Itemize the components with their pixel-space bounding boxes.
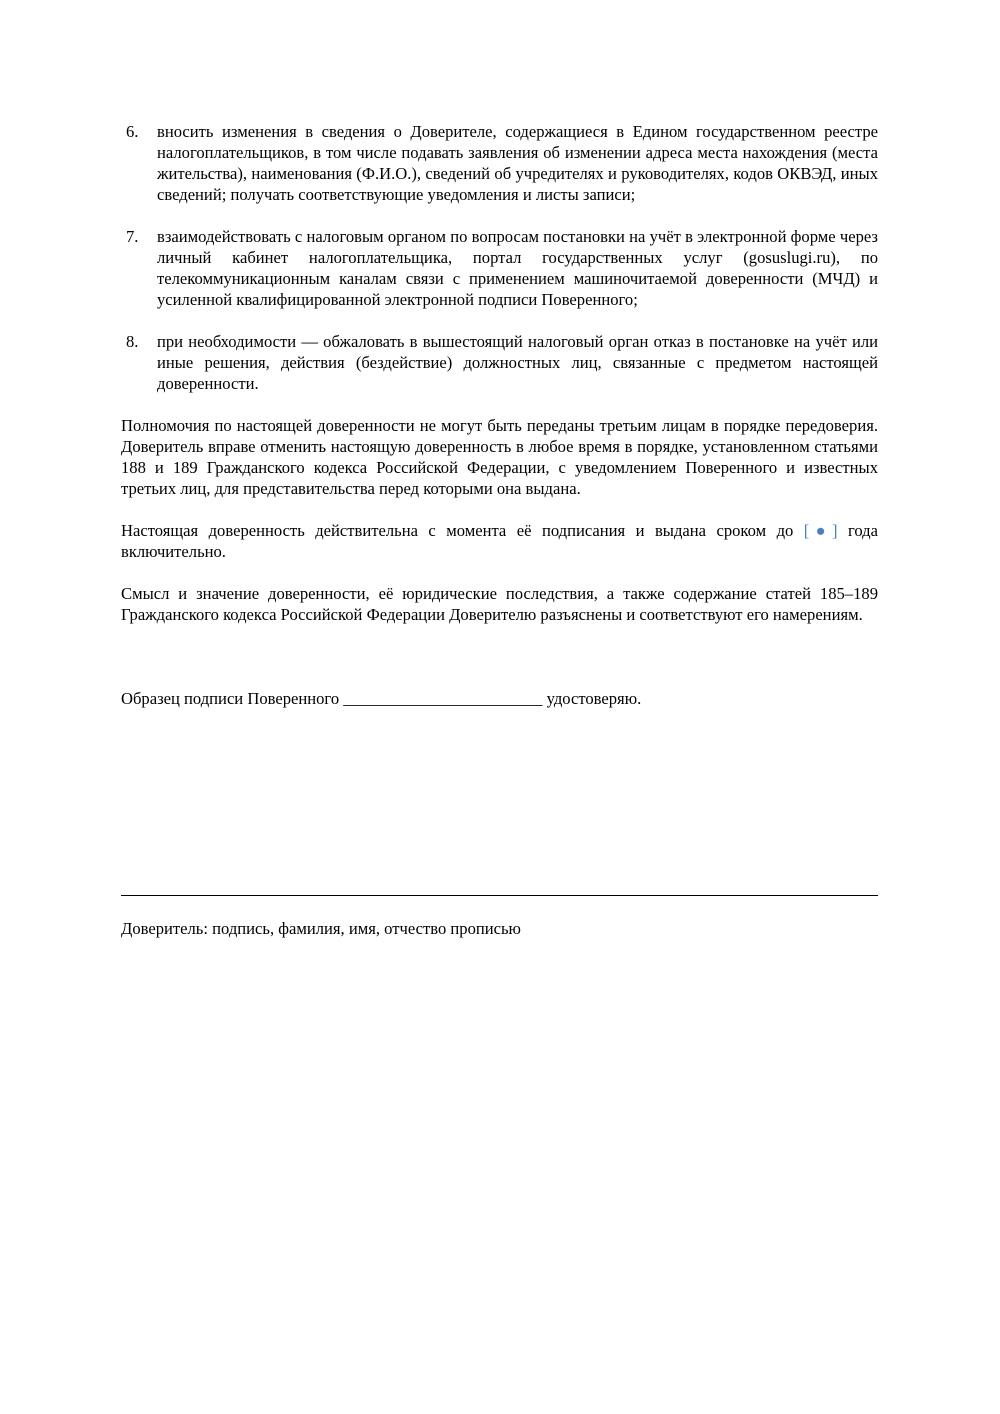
item-number: 7. (126, 227, 139, 246)
validity-paragraph (121, 520, 878, 562)
meaning-paragraph: Смысл и значение доверенности, её юридические последствия, а также содержание статей 185–189 Гражданского кодекса Российской Федерации Доверителю разъяснены и соответствуют его намерениям. (121, 584, 878, 624)
validity-text-end: года включительно. (121, 521, 878, 561)
validity-text-start: Настоящая доверенность действительна с момента её подписания и выдана сроком до (121, 521, 804, 540)
item-text: взаимодействовать с налоговым органом по вопросам постановки на учёт в электронной форме через личный кабинет налогоплательщика, портал государственных услуг (gosuslugi.ru), по телекоммуникационным каналам связи с применением машиночитаемой доверенности (МЧД) и усиленной квалифицированной электронной подписи Поверенного; (157, 227, 878, 309)
signature-rule (121, 895, 878, 896)
list-item (121, 331, 878, 394)
certify-text: удостоверяю. (546, 689, 642, 708)
list-item (121, 121, 878, 205)
transfer-paragraph: Полномочия по настоящей доверенности не могут быть переданы третьим лицам в порядке передоверия. Доверитель вправе отменить настоящую доверенность в любое время в порядке, установленном статьями 188 и 189 Гражданского кодекса Российской Федерации, с уведомлением Поверенного и известных третьих лиц, для представительства перед которыми она выдана. (121, 416, 878, 498)
document-body (121, 121, 878, 709)
date-placeholder: [●] (803, 521, 838, 540)
signature-sample-line (121, 688, 878, 709)
powers-list (121, 121, 878, 394)
item-text: вносить изменения в сведения о Доверителе, содержащиеся в Едином государственном реестре налогоплательщиков, в том числе подавать заявления об изменении адреса места нахождения (места жительства), наименования (Ф.И.О.), сведений об учредителях и руководителях, кодов ОКВЭД, иных сведений; получать соответствующие уведомления и листы записи; (157, 122, 878, 204)
item-number: 6. (126, 122, 139, 141)
item-text: при необходимости — обжаловать в вышестоящий налоговый орган отказ в постановке на учёт или иные решения, действия (бездействие) должностных лиц, связанные с предметом настоящей доверенности. (157, 332, 878, 393)
item-number: 8. (126, 332, 139, 351)
signature-caption: Доверитель: подпись, фамилия, имя, отчество прописью (121, 919, 521, 938)
signature-sample-label: Образец подписи Поверенного (121, 689, 340, 708)
signature-blank: ________________________ (343, 689, 543, 708)
list-item (121, 226, 878, 310)
